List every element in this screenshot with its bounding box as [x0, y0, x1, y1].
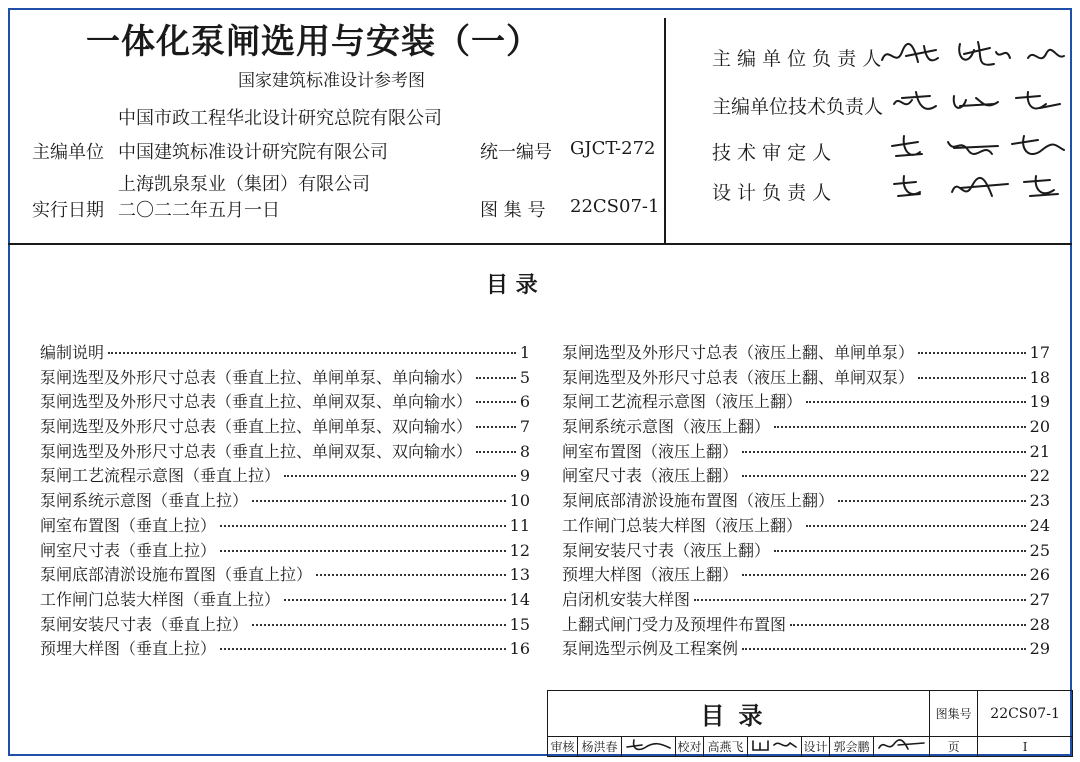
toc-entry-label: 泵闸选型及外形尺寸总表（液压上翻、单闸单泵）	[562, 343, 915, 362]
toc-entry-page: 18	[1029, 367, 1050, 387]
toc-left-column	[40, 340, 530, 661]
toc-entry-label: 泵闸系统示意图（液压上翻）	[562, 417, 771, 437]
responsible-label-chief: 主 编 单 位 负 责 人	[712, 48, 882, 70]
toc-entry[interactable]	[562, 538, 1050, 563]
toc-entry-page: 22	[1029, 466, 1050, 486]
page-label: 页	[930, 737, 978, 757]
toc-entry-page: 11	[509, 515, 530, 535]
toc-leader	[806, 401, 1026, 403]
toc-leader	[918, 377, 1026, 379]
toc-entry-label: 泵闸安装尺寸表（垂直上拉）	[40, 614, 249, 634]
title-block-atlas-no: 22CS07-1	[978, 691, 1073, 737]
toc-right-column	[562, 340, 1050, 661]
toc-leader	[742, 648, 1026, 650]
toc-entry-page: 14	[509, 589, 530, 609]
design-name: 郭会鹏	[830, 737, 874, 757]
toc-entry-page: 20	[1029, 417, 1050, 437]
toc-entry-page: 21	[1029, 441, 1050, 461]
toc-entry[interactable]	[562, 513, 1050, 538]
toc-entry[interactable]	[40, 612, 530, 637]
toc-entry-page: 17	[1029, 343, 1050, 362]
toc-entry[interactable]	[40, 636, 530, 661]
toc-title: 目 录	[486, 273, 538, 298]
toc-entry-label: 泵闸安装尺寸表（液压上翻）	[562, 540, 771, 560]
toc-entry-label: 闸室布置图（液压上翻）	[562, 441, 739, 461]
review-signature	[622, 737, 676, 757]
toc-entry[interactable]	[562, 463, 1050, 488]
atlas-title: 一体化泵闸选用与安装（一）	[86, 22, 541, 62]
toc-entry[interactable]	[562, 340, 1050, 365]
toc-entry[interactable]	[40, 439, 530, 464]
editor-label: 主编单位	[32, 142, 104, 163]
toc-entry-label: 工作闸门总装大样图（液压上翻）	[562, 515, 803, 535]
toc-entry-label: 泵闸选型示例及工程案例	[562, 639, 739, 659]
toc-entry-page: 5	[519, 367, 530, 387]
toc-entry-label: 预埋大样图（液压上翻）	[562, 565, 739, 585]
toc-entry-page: 24	[1029, 515, 1050, 535]
toc-entry-label: 泵闸底部清淤设施布置图（液压上翻）	[562, 491, 835, 511]
uniform-no-label: 统一编号	[480, 142, 552, 163]
toc-entry[interactable]	[562, 612, 1050, 637]
signature-review	[888, 132, 1068, 164]
toc-entry[interactable]	[40, 488, 530, 513]
toc-leader	[742, 574, 1026, 576]
toc-entry[interactable]	[562, 365, 1050, 390]
check-signature	[748, 737, 802, 757]
toc-entry[interactable]	[40, 463, 530, 488]
toc-entry[interactable]	[40, 389, 530, 414]
toc-leader	[220, 525, 506, 527]
toc-leader	[316, 574, 506, 576]
toc-entry-label: 泵闸选型及外形尺寸总表（垂直上拉、单闸双泵、双向输水）	[40, 441, 473, 461]
responsible-label-tech: 主编单位技术负责人	[712, 96, 884, 118]
toc-entry-page: 26	[1029, 565, 1050, 585]
atlas-subtitle: 国家建筑标准设计参考图	[238, 71, 425, 91]
toc-leader	[790, 624, 1026, 626]
toc-leader	[476, 401, 516, 403]
toc-entry[interactable]	[40, 340, 530, 365]
toc-entry-page: 6	[519, 392, 530, 412]
toc-leader	[284, 475, 516, 477]
date-value: 二〇二二年五月一日	[118, 200, 280, 221]
toc-entry[interactable]	[40, 414, 530, 439]
title-block-title: 目录	[548, 691, 930, 737]
toc-entry[interactable]	[562, 389, 1050, 414]
atlas-no-label: 图 集 号	[480, 200, 546, 221]
toc-entry-page: 15	[509, 614, 530, 634]
toc-entry[interactable]	[40, 587, 530, 612]
toc-entry-label: 泵闸底部清淤设施布置图（垂直上拉）	[40, 565, 313, 585]
page-no: I	[978, 737, 1073, 757]
toc-entry-page: 27	[1029, 589, 1050, 609]
toc-entry[interactable]	[562, 562, 1050, 587]
toc-entry[interactable]	[40, 513, 530, 538]
toc-entry-label: 泵闸选型及外形尺寸总表（垂直上拉、单闸单泵、单向输水）	[40, 367, 473, 387]
toc-entry-page: 25	[1029, 540, 1050, 560]
toc-entry[interactable]	[562, 439, 1050, 464]
design-label: 设计	[802, 737, 830, 757]
toc-entry[interactable]	[562, 636, 1050, 661]
toc-leader	[252, 624, 506, 626]
toc-entry-page: 13	[509, 565, 530, 585]
toc-leader	[742, 451, 1026, 453]
toc-entry-page: 28	[1029, 614, 1050, 634]
header-divider-horizontal	[8, 243, 1072, 245]
signature-tech	[890, 88, 1066, 118]
toc-entry-label: 泵闸选型及外形尺寸总表（垂直上拉、单闸单泵、双向输水）	[40, 417, 473, 437]
header-divider-vertical	[664, 18, 666, 244]
toc-entry-page: 9	[519, 466, 530, 486]
date-label: 实行日期	[32, 200, 104, 221]
toc-leader	[476, 426, 516, 428]
toc-entry-label: 闸室布置图（垂直上拉）	[40, 515, 217, 535]
review-label: 审核	[548, 737, 578, 757]
toc-leader	[694, 599, 1026, 601]
toc-entry-label: 编制说明	[40, 343, 105, 362]
toc-entry-label: 上翻式闸门受力及预埋件布置图	[562, 614, 787, 634]
toc-entry-label: 闸室尺寸表（液压上翻）	[562, 466, 739, 486]
toc-entry[interactable]	[40, 538, 530, 563]
editor-unit-1: 中国市政工程华北设计研究总院有限公司	[118, 108, 442, 129]
toc-leader	[476, 451, 516, 453]
toc-entry-page: 12	[509, 540, 530, 560]
review-signature-mark	[624, 737, 674, 753]
signature-design	[890, 172, 1068, 204]
toc-entry-page: 29	[1029, 639, 1050, 659]
toc-leader	[742, 475, 1026, 477]
toc-entry-label: 泵闸选型及外形尺寸总表（液压上翻、单闸双泵）	[562, 367, 915, 387]
toc-entry-page: 23	[1029, 491, 1050, 511]
toc-entry-page: 10	[509, 491, 530, 511]
toc-entry-label: 泵闸系统示意图（垂直上拉）	[40, 491, 249, 511]
title-block-atlas-label: 图集号	[930, 691, 978, 737]
toc-leader	[476, 377, 516, 379]
check-signature-mark	[750, 737, 800, 753]
toc-entry[interactable]	[40, 365, 530, 390]
check-label: 校对	[676, 737, 704, 757]
toc-entry-label: 预埋大样图（垂直上拉）	[40, 639, 217, 659]
toc-entry-label: 泵闸工艺流程示意图（液压上翻）	[562, 392, 803, 412]
toc-entry-page: 7	[519, 417, 530, 437]
toc-entry-page: 1	[519, 343, 530, 362]
toc-entry[interactable]	[562, 414, 1050, 439]
design-signature-mark	[876, 737, 928, 753]
signature-chief	[878, 38, 1068, 74]
toc-entry[interactable]	[40, 562, 530, 587]
atlas-no: 22CS07-1	[570, 196, 660, 217]
responsible-label-review: 技 术 审 定 人	[712, 142, 832, 164]
toc-entry-page: 8	[519, 441, 530, 461]
toc-entry-label: 闸室尺寸表（垂直上拉）	[40, 540, 217, 560]
editor-unit-2: 中国建筑标准设计研究院有限公司	[118, 142, 388, 163]
toc-leader	[774, 550, 1026, 552]
toc-leader	[220, 550, 506, 552]
responsible-label-design: 设 计 负 责 人	[712, 182, 832, 204]
toc-leader	[806, 525, 1026, 527]
toc-leader	[108, 352, 516, 354]
title-block	[547, 690, 1073, 757]
toc-leader	[838, 500, 1026, 502]
toc-leader	[252, 500, 506, 502]
toc-entry-label: 启闭机安装大样图	[562, 589, 691, 609]
toc-entry-page: 19	[1029, 392, 1050, 412]
editor-unit-3: 上海凯泉泵业（集团）有限公司	[118, 174, 370, 195]
toc-entry-label: 工作闸门总装大样图（垂直上拉）	[40, 589, 281, 609]
design-signature	[874, 737, 930, 757]
toc-leader	[918, 352, 1026, 354]
toc-leader	[774, 426, 1026, 428]
uniform-no: GJCT-272	[570, 138, 656, 159]
toc-entry[interactable]	[562, 587, 1050, 612]
check-name: 高燕飞	[704, 737, 748, 757]
toc-entry-label: 泵闸工艺流程示意图（垂直上拉）	[40, 466, 281, 486]
toc-leader	[284, 599, 506, 601]
review-name: 杨洪春	[578, 737, 622, 757]
toc-entry[interactable]	[562, 488, 1050, 513]
toc-leader	[220, 648, 506, 650]
toc-entry-page: 16	[509, 639, 530, 659]
toc-entry-label: 泵闸选型及外形尺寸总表（垂直上拉、单闸双泵、单向输水）	[40, 392, 473, 412]
